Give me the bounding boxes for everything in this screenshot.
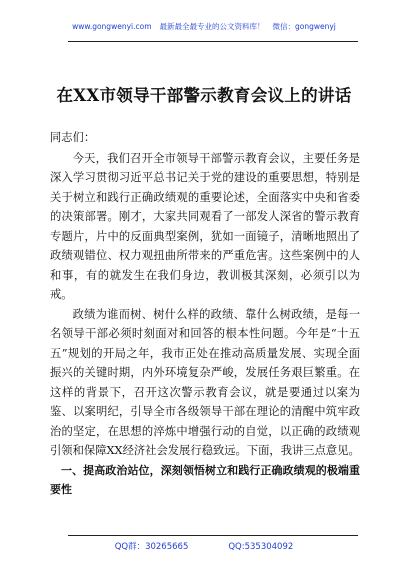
footer-qq: QQ:535304092 bbox=[228, 542, 294, 552]
document-title: 在XX市领导干部警示教育会议上的讲话 bbox=[56, 86, 352, 105]
document-body bbox=[50, 128, 360, 500]
header-wechat: 微信：gongwenyj bbox=[272, 22, 336, 31]
footer-qq-group: QQ群：30265665 bbox=[114, 542, 189, 552]
header-divider bbox=[68, 41, 358, 42]
salutation: 同志们： bbox=[50, 131, 96, 144]
footer-divider bbox=[68, 535, 358, 536]
header-slogan: 最新最全最专业的公文资料库！ bbox=[159, 22, 265, 31]
paragraph-2: 政绩为谁而树、树什么样的政绩、靠什么树政绩，是每一名领导干部必须时刻面对和回答的根本性问题。今年是“十五五”规划的开局之年，我市正处在推动高质量发展、实现全面振兴的关键时期，内外环境复杂严峻，发展任务艰巨繁重。在这样的背景下，召开这次警示教育会议，就是要通过以案为鉴、以案明纪，引导全市各级领导干部在理论的清醒中筑牢政治的坚定，在思想的淬炼中增强行动的自觉，以正确的政绩观引领和保障XX经济社会发展行稳致远。下面，我讲三点意见。 bbox=[50, 307, 360, 457]
section-heading-1: 一、提高政治站位，深刻领悟树立和践行正确政绩观的极端重要性 bbox=[50, 463, 360, 496]
site-link[interactable]: www.gongwenyi.com bbox=[72, 22, 152, 31]
page-footer bbox=[0, 540, 408, 552]
paragraph-1: 今天，我们召开全市领导干部警示教育会议，主要任务是深入学习贯彻习近平总书记关于党的建设的重要思想，特别是关于树立和践行正确政绩观的重要论述，全面落实中央和省委的决策部署。刚才，大家共同观看了一部发人深省的警示教育专题片，片中的反面典型案例，犹如一面镜子，清晰地照出了政绩观错位、权力观扭曲所带来的严重危害。这些案例中的人和事，有的就发生在我们身边，教训极其深刻，必须引以为戒。 bbox=[50, 151, 360, 301]
page-header bbox=[0, 22, 408, 32]
